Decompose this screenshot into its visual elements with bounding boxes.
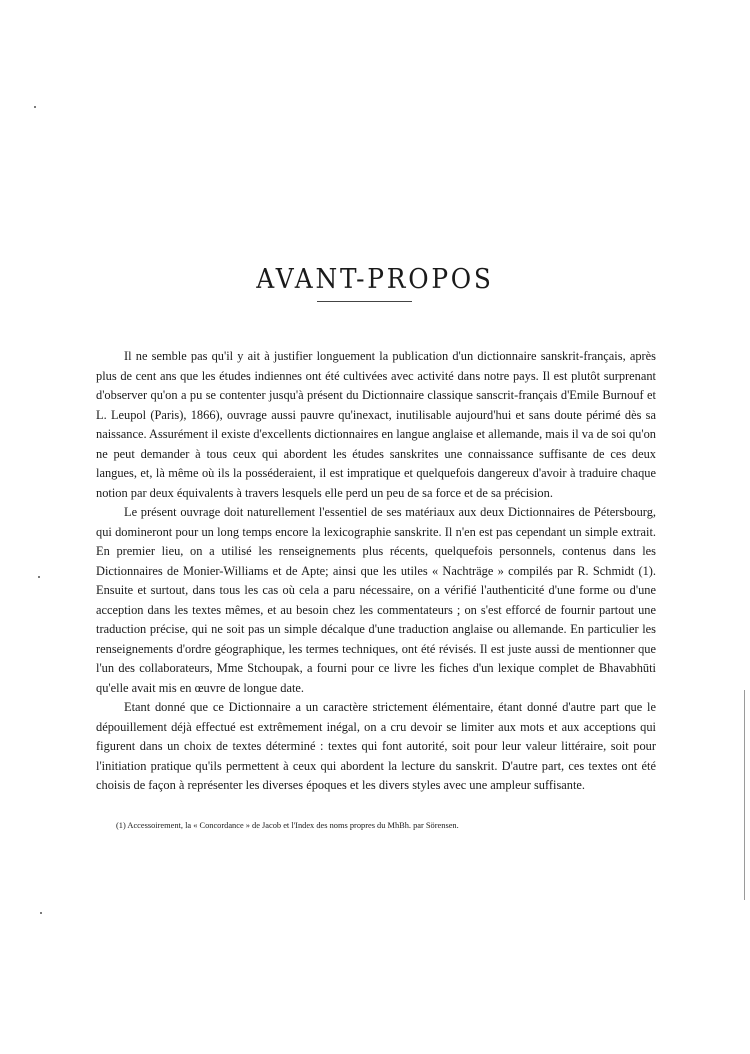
page-title: AVANT-PROPOS: [256, 264, 494, 296]
footnote: (1) Accessoirement, la « Concordance » de Jacob et l'Index des noms propres du MhBh. par Sörensen.: [116, 821, 459, 830]
paragraph-2: Le présent ouvrage doit naturellement l'essentiel de ses matériaux aux deux Dictionnaires de Pétersbourg, qui domineront pour un long temps encore la lexicographie sanskrite. Il n'en est pas cependant un simple extrait. En premier lieu, on a utilisé les renseignements plus récents, quelquefois personnels, contenus dans les Dictionnaires de Monier-Williams et de Apte; ainsi que les utiles « Nachträge » compilés par R. Schmidt (1). Ensuite et surtout, dans tous les cas où cela a paru nécessaire, on a vérifié l'authenticité d'une forme ou d'une acception dans les textes mêmes, et au besoin chez les commentateurs ; on s'est efforcé de fournir partout une traduction précise, qui ne soit pas un simple décalque d'une traduction anglaise ou allemande. En particulier les renseignements d'ordre géographique, les termes techniques, ont été révisés. Il est juste aussi de mentionner que l'un des collaborateurs, Mme Stchoupak, a fourni pour ce livre les fiches d'un lexique complet de Bhavabhūti qu'elle avait mis en œuvre de longue date.: [96, 505, 656, 695]
paragraph-1: Il ne semble pas qu'il y ait à justifier longuement la publication d'un dictionnaire sanskrit-français, après plus de cent ans que les études indiennes ont été cultivées avec activité dans notre pays. Il est plutôt surprenant d'observer qu'on a pu se contenter jusqu'à présent du Dictionnaire classique sanscrit-français d'Emile Burnouf et L. Leupol (Paris), 1866), ouvrage aussi pauvre qu'inexact, inutilisable aujourd'hui et sans doute périmé dès sa naissance. Assurément il existe d'excellents dictionnaires en langue anglaise et allemande, mais il va de soi qu'on ne peut demander à tous ceux qui abordent les études sanskrites une connaissance suffisante de ces deux langues, et, là même où ils la posséderaient, il est impratique et quelquefois dangereux d'avoir à traduire chaque notion par deux équivalents à travers lesquels elle perd un peu de sa force et de sa précision.: [96, 349, 656, 500]
page-edge-line: [744, 690, 745, 900]
title-divider: [317, 301, 412, 302]
body-text: [96, 347, 656, 796]
margin-speck: [34, 106, 36, 108]
paragraph-3: Etant donné que ce Dictionnaire a un caractère strictement élémentaire, étant donné d'autre part que le dépouillement déjà effectué est extrêmement inégal, on a cru devoir se limiter aux mots et aux acceptions qui figurent dans un choix de textes déterminé : textes qui font autorité, soit pour leur valeur littéraire, soit pour l'initiation pratique qu'ils permettent à ceux qui abordent la lecture du sanskrit. D'autre part, ces textes ont été choisis de façon à représenter les diverses époques et les divers styles avec une ampleur suffisante.: [96, 700, 656, 792]
margin-speck: [38, 576, 40, 578]
margin-speck: [40, 912, 42, 914]
